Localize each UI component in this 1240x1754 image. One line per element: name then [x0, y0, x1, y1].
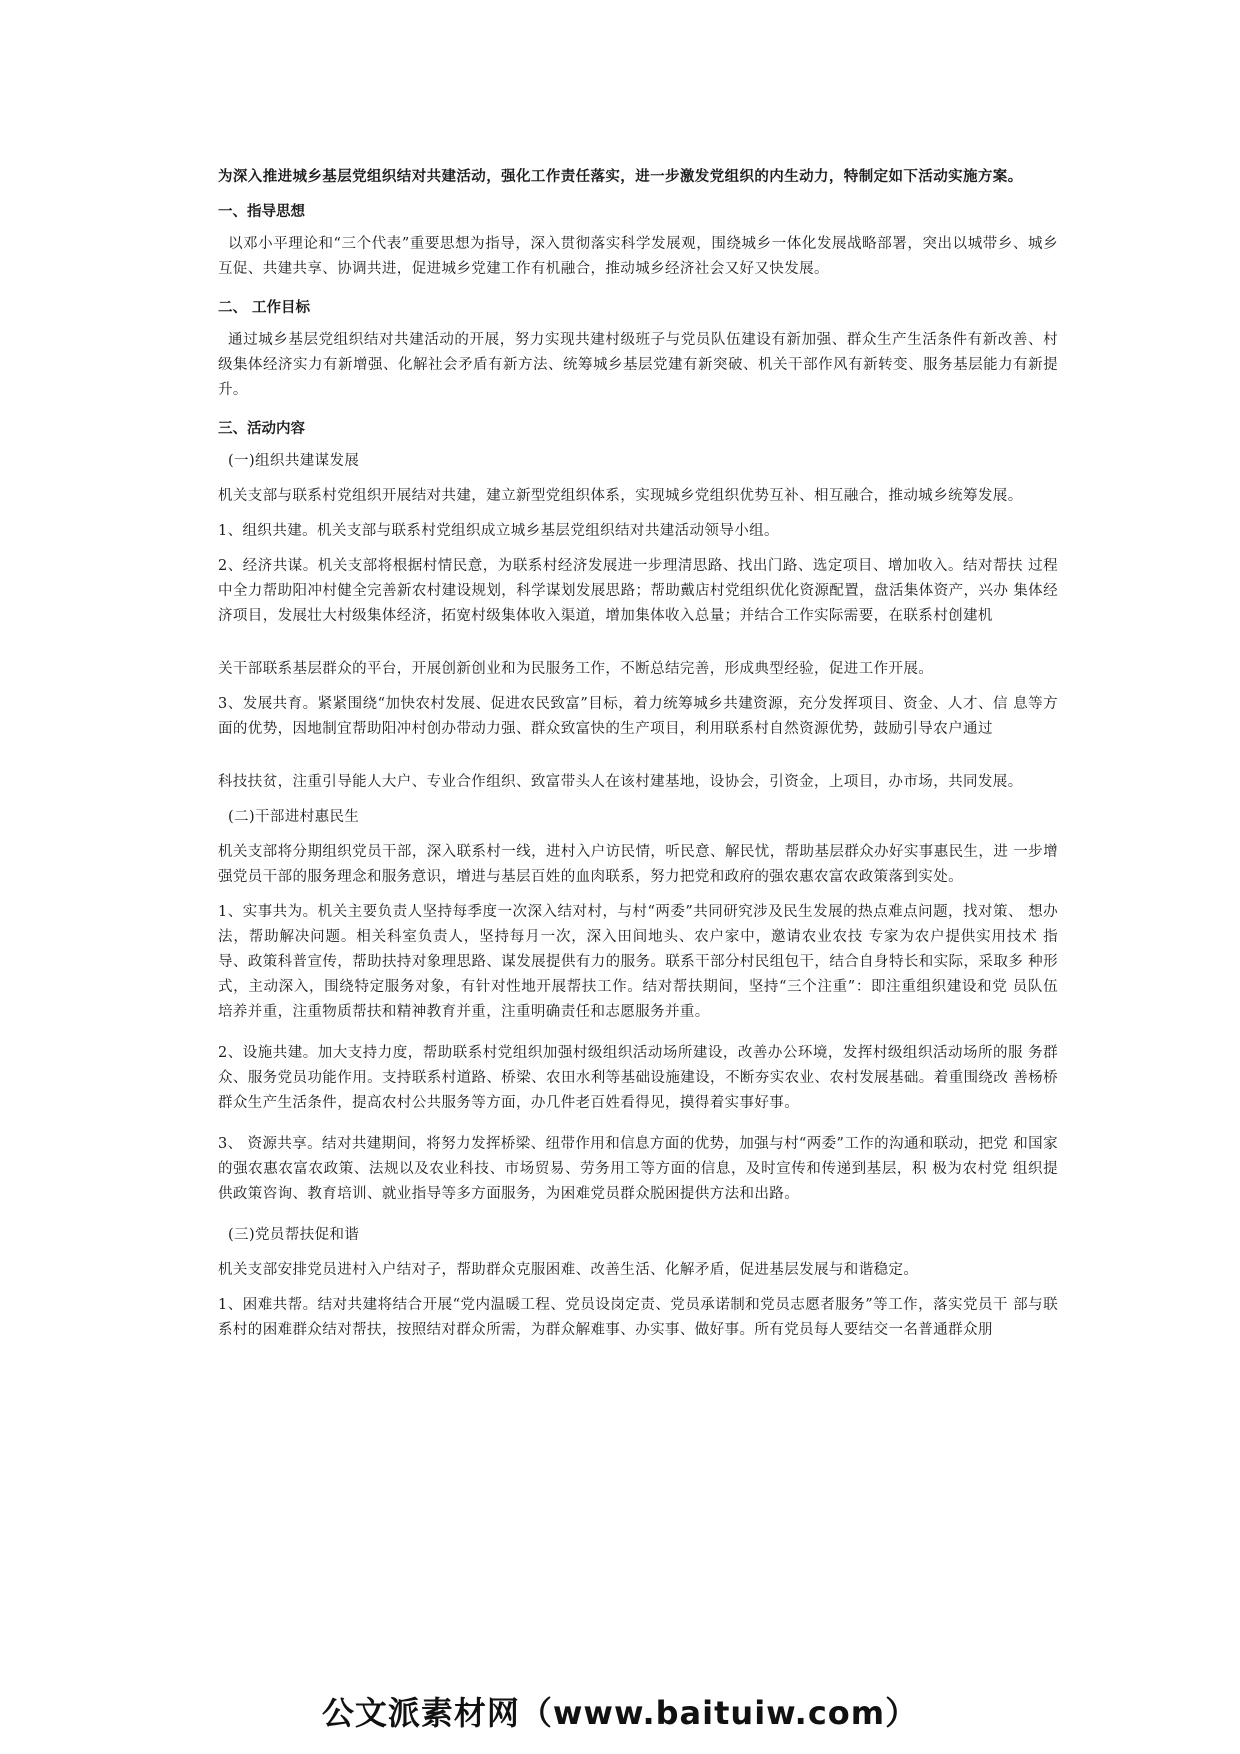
subsection-title-party-members: (三)党员帮扶促和谐	[228, 1227, 360, 1243]
section-heading-work-goals: 二、 工作目标	[218, 300, 311, 316]
subsection-paragraph-organization: 机关支部与联系村党组织开展结对共建，建立新型党组织体系，实现城乡党组织优势互补、相互融合，推动城乡统筹发展。	[218, 488, 1023, 504]
section-heading-activities: 三、活动内容	[218, 421, 305, 437]
intro-paragraph: 为深入推进城乡基层党组织结对共建活动，强化工作责任落实，进一步激发党组织的内生动力，特制定如下活动实施方案。	[218, 169, 1023, 185]
list-item-cadres-2: 2、设施共建。加大支持力度，帮助联系村党组织加强村级组织活动场所建设，改善办公环境，发挥村级组织活动场所的服 务群众、服务党员功能作用。支持联系村道路、桥梁、农田水利等基础设施建设，不断夯实农业、农村发展基础。着重围绕改 善杨桥群众生产生活条件，提高农村公共服务等方面，办几件老百姓看得见，摸得着实事好事。	[218, 1045, 1058, 1111]
subsection-paragraph-cadres: 机关支部将分期组织党员干部，深入联系村一线，进村入户访民情，听民意、解民忧，帮助基层群众办好实事惠民生，进 一步增强党员干部的服务理念和服务意识，增进与基层百姓的血肉联系，努力把党和政府的强农惠农富农政策落到实处。	[218, 844, 1058, 885]
list-item-party-members-1: 1、困难共帮。结对共建将结合开展“党内温暖工程、党员设岗定责、党员承诺制和党员志愿者服务”等工作，落实党员干 部与联系村的困难群众结对帮扶，按照结对群众所需，为群众解难事、办实事、做好事。所有党员每人要结交一名普通群众朋	[218, 1297, 1058, 1338]
list-item-cadres-3: 3、 资源共享。结对共建期间，将努力发挥桥梁、纽带作用和信息方面的优势，加强与村“两委”工作的沟通和联动，把党 和国家的强农惠农富农政策、法规以及农业科技、市场贸易、劳务用工等方面的信息，及时宣传和传递到基层，积 极为农村党 组织提供政策咨询、教育培训、就业指导等多方面服务，为困难党员群众脱困提供方法和出路。	[218, 1136, 1058, 1202]
list-item-organization-1: 1、组织共建。机关支部与联系村党组织成立城乡基层党组织结对共建活动领导小组。	[218, 523, 779, 539]
subsection-title-cadres: (二)干部进村惠民生	[228, 809, 360, 825]
list-item-cadres-1: 1、实事共为。机关主要负责人坚持每季度一次深入结对村，与村“两委”共同研究涉及民生发展的热点难点问题，找对策、 想办法，帮助解决问题。相关科室负责人，坚持每月一次，深入田间地头、农户家中，邀请农业农技 专家为农户提供实用技术 指导、政策科普宣传，帮助扶持对象理思路、谋发展提供有力的服务。联系干部分村民组包干，结合自身特长和实际，采取多 种形式，主动深入，围绕特定服务对象，有针对性地开展帮扶工作。结对帮扶期间，坚持“三个注重”：即注重组织建设和党 员队伍培养并重，注重物质帮扶和精神教育并重，注重明确责任和志愿服务并重。	[218, 904, 1058, 1020]
work-goals-paragraph: 通过城乡基层党组织结对共建活动的开展，努力实现共建村级班子与党员队伍建设有新加强、群众生产生活条件有新改善、村级集体经济实力有新增强、化解社会矛盾有新方法、统筹城乡基层党建有新突破、机关干部作风有新转变、服务基层能力有新提升。	[218, 332, 1058, 398]
guiding-ideology-paragraph: 以邓小平理论和“三个代表”重要思想为指导，深入贯彻落实科学发展观，围绕城乡一体化发展战略部署，突出以城带乡、城乡互促、共建共享、协调共进，促进城乡党建工作有机融合，推动城乡经济社会又好又快发展。	[218, 236, 1058, 277]
list-item-organization-3b: 科技扶贫，注重引导能人大户、专业合作组织、致富带头人在该村建基地，设协会，引资金，上项目，办市场，共同发展。	[218, 774, 1023, 790]
footer-watermark: 公文派素材网（www.baituiw.com）	[321, 1694, 919, 1732]
list-item-organization-3a: 3、发展共育。紧紧围绕“加快农村发展、促进农民致富”目标，着力统筹城乡共建资源，充分发挥项目、资金、人才、信 息等方面的优势，因地制宜帮助阳冲村创办带动力强、群众致富快的生产项目，利用联系村自然资源优势，鼓励引导农户通过	[218, 696, 1058, 737]
section-heading-guiding-ideology: 一、指导思想	[218, 204, 305, 220]
list-item-organization-2a: 2、经济共谋。机关支部将根据村情民意，为联系村经济发展进一步理清思路、找出门路、选定项目、增加收入。结对帮扶 过程中全力帮助阳冲村健全完善新农村建设规划，科学谋划发展思路；帮助戴店村党组织优化资源配置，盘活集体资产，兴办 集体经济项目，发展壮大村级集体经济，拓宽村级集体收入渠道，增加集体收入总量；并结合工作实际需要，在联系村创建机	[218, 558, 1058, 624]
subsection-title-organization: (一)组织共建谋发展	[228, 453, 360, 469]
subsection-paragraph-party-members: 机关支部安排党员进村入户结对子，帮助群众克服困难、改善生活、化解矛盾，促进基层发展与和谐稳定。	[218, 1262, 919, 1278]
document-body	[218, 168, 1058, 1343]
list-item-organization-2b: 关干部联系基层群众的平台，开展创新创业和为民服务工作，不断总结完善，形成典型经验，促进工作开展。	[218, 661, 934, 677]
